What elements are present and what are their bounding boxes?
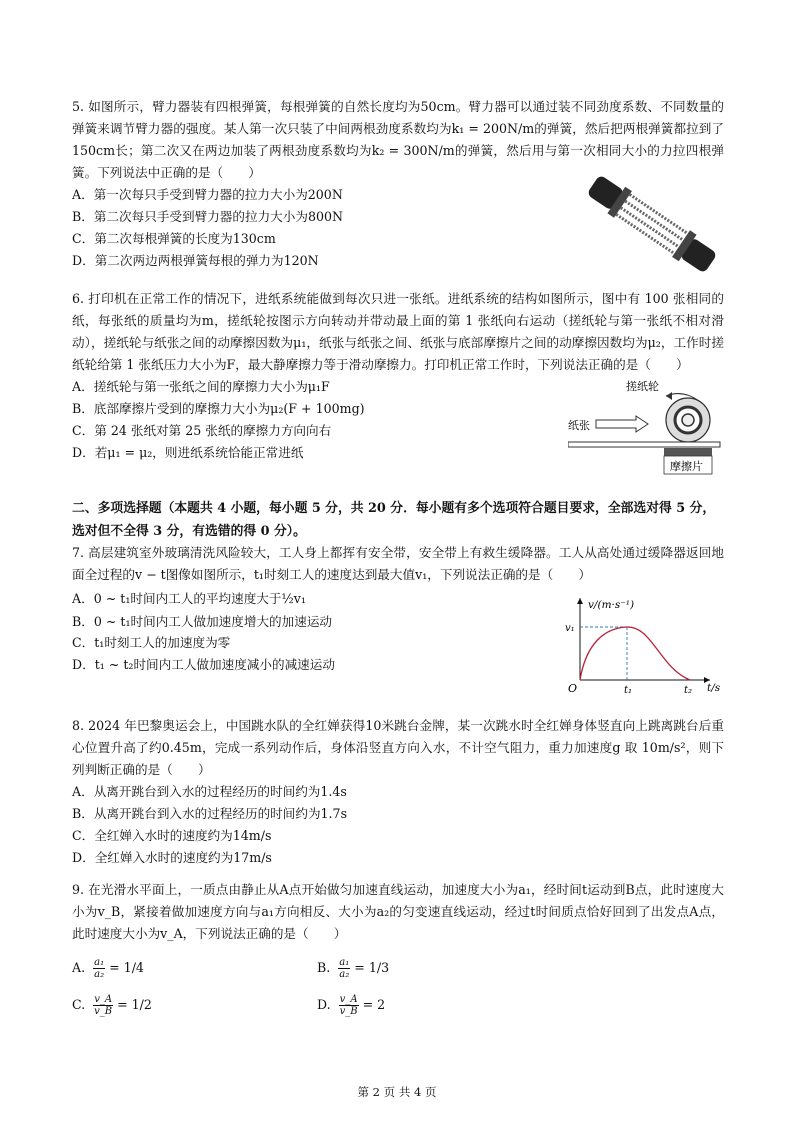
paper-label: 纸张 xyxy=(568,419,590,432)
question-8-stem: 8. 2024 年巴黎奥运会上，中国跳水队的全红婵获得10米跳台金牌，某一次跳水时全红婵身体竖直向上跳离跳台后重心位置升高了约0.45m，完成一系列动作后，身体沿竖直方向入水，不计空气阻力，重力加速度g 取 10m/s²，则下列判断正确的是（ ） xyxy=(72,718,724,777)
x-axis-label: t/s xyxy=(707,682,721,694)
section-2-header: 二、多项选择题（本题共 4 小题，每小题 5 分，共 20 分．每小题有多个选项符合题目要求，全部选对得 5 分，选对但不全得 3 分，有选错的得 0 分）。 xyxy=(72,501,716,539)
question-6-stem: 6. 打印机在正常工作的情况下，进纸系统能做到每次只进一张纸。进纸系统的结构如图所示，图中有 100 张相同的纸，每张纸的质量均为m，搓纸轮按图示方向转动并带动最上面的第 1 张纸向右运动（搓纸轮与第一张纸不相对滑动），搓纸轮与纸张之间的动摩擦因数为μ₁，纸张与纸张之间、纸张与底部摩擦片之间的动摩擦因数均为μ₂，工作时搓纸轮给第 1 张纸压力大小为F，最大静摩擦力等于滑动摩擦力。打印机正常工作时，下列说法正确的是（ ） xyxy=(72,291,724,372)
question-8-option-d: D．全红婵入水时的速度约为17m/s xyxy=(72,850,272,865)
t1-label: t₁ xyxy=(624,685,633,696)
question-9-stem: 9. 在光滑水平面上，一质点由静止从A点开始做匀加速直线运动，加速度大小为a₁，经时间t运动到B点，此时速度大小为v_B，紧接着做加速度方向与a₁方向相反、大小为a₂的匀变速直线运动，经过t时间质点恰好回到了出发点A点，此时速度大小为v_A，下列说法正确的是（ ） xyxy=(72,882,724,941)
friction-pad xyxy=(664,448,712,456)
question-5-stem: 5. 如图所示，臂力器装有四根弹簧，每根弹簧的自然长度均为50cm。臂力器可以通过装不同劲度系数、不同数量的弹簧来调节臂力器的强度。某人第一次只装了中间两根劲度系数均为k₁ = 200N/m的弹簧，然后把两根弹簧都拉到了150cm长；第二次又在两边加装了两根劲度系数均为k₂ = 300N/m的弹簧，然后用与第一次相同大小的力拉四根弹簧。下列说法中正确的是（ ） xyxy=(72,99,724,180)
question-7-option-b: B．0 ~ t₁时间内工人做加速度增大的加速运动 xyxy=(72,614,333,629)
question-9-option-b: B. $\frac{\text{a₁}}{\text{a₂}}$ = 1/3 xyxy=(317,957,390,980)
question-6-option-d: D．若μ₁ = μ₂，则进纸系统恰能正常进纸 xyxy=(72,445,304,460)
question-7-option-d: D．t₁ ~ t₂时间内工人做加速度减小的减速运动 xyxy=(72,657,335,672)
question-6-option-c: C．第 24 张纸对第 25 张纸的摩擦力方向向右 xyxy=(72,423,332,438)
question-6-option-b: B．底部摩擦片受到的摩擦力大小为μ₂(F + 100mg) xyxy=(72,401,365,416)
question-8-option-a: A．从离开跳台到入水的过程经历的时间约为1.4s xyxy=(72,784,347,799)
arm-exerciser-figure xyxy=(585,168,720,280)
rotation-arrow-icon xyxy=(666,392,672,400)
question-5-option-d: D．第二次两边两根弹簧每根的弹力为120N xyxy=(72,253,319,268)
pad-label: 摩擦片 xyxy=(670,460,703,473)
question-8-option-b: B．从离开跳台到入水的过程经历的时间约为1.7s xyxy=(72,806,348,821)
velocity-time-graph xyxy=(560,592,730,700)
question-5-option-c: C．第二次每根弹簧的长度为130cm xyxy=(72,231,276,246)
question-8 xyxy=(72,715,724,869)
page-footer: 第 2 页 共 4 页 xyxy=(357,1085,437,1099)
paper-stack xyxy=(568,442,720,447)
paper-direction-arrow xyxy=(596,416,648,432)
question-7-option-c: C．t₁时刻工人的加速度为零 xyxy=(72,635,231,650)
paper-feed-figure xyxy=(568,378,728,478)
roller-label: 搓纸轮 xyxy=(626,380,659,393)
question-5-option-a: A．第一次每只手受到臂力器的拉力大小为200N xyxy=(72,187,343,202)
question-7-option-a: A．0 ~ t₁时间内工人的平均速度大于½v₁ xyxy=(72,591,306,606)
question-9 xyxy=(72,879,724,1017)
question-7-stem: 7. 高层建筑室外玻璃清洗风险较大，工人身上都挥有安全带，安全带上有救生缓降器。工人从高处通过缓降器返回地面全过程的v − t图像如图所示，t₁时刻工人的速度达到最大值v₁，下列说法正确的是（ ） xyxy=(72,545,724,582)
y-axis-label: v/(m·s⁻¹) xyxy=(588,599,635,611)
v1-label: v₁ xyxy=(565,623,575,634)
question-9-option-c: C. $\frac{v\_A}{v\_B}$ = 1/2 xyxy=(72,994,152,1017)
origin-label: O xyxy=(568,682,578,695)
question-5-option-b: B．第二次每只手受到臂力器的拉力大小为800N xyxy=(72,209,343,224)
question-8-option-c: C．全红婵入水时的速度约为14m/s xyxy=(72,828,272,843)
question-6-option-a: A．搓纸轮与第一张纸之间的摩擦力大小为μ₁F xyxy=(72,379,330,394)
question-9-option-a: A. $\frac{\text{a₁}}{\text{a₂}}$ = 1/4 xyxy=(72,957,144,980)
springs xyxy=(616,194,687,253)
velocity-curve xyxy=(580,627,690,680)
question-9-options xyxy=(72,957,724,1017)
t2-label: t₂ xyxy=(684,685,693,696)
question-9-option-d: D. $\frac{v\_A}{v\_B}$ = 2 xyxy=(317,994,386,1017)
